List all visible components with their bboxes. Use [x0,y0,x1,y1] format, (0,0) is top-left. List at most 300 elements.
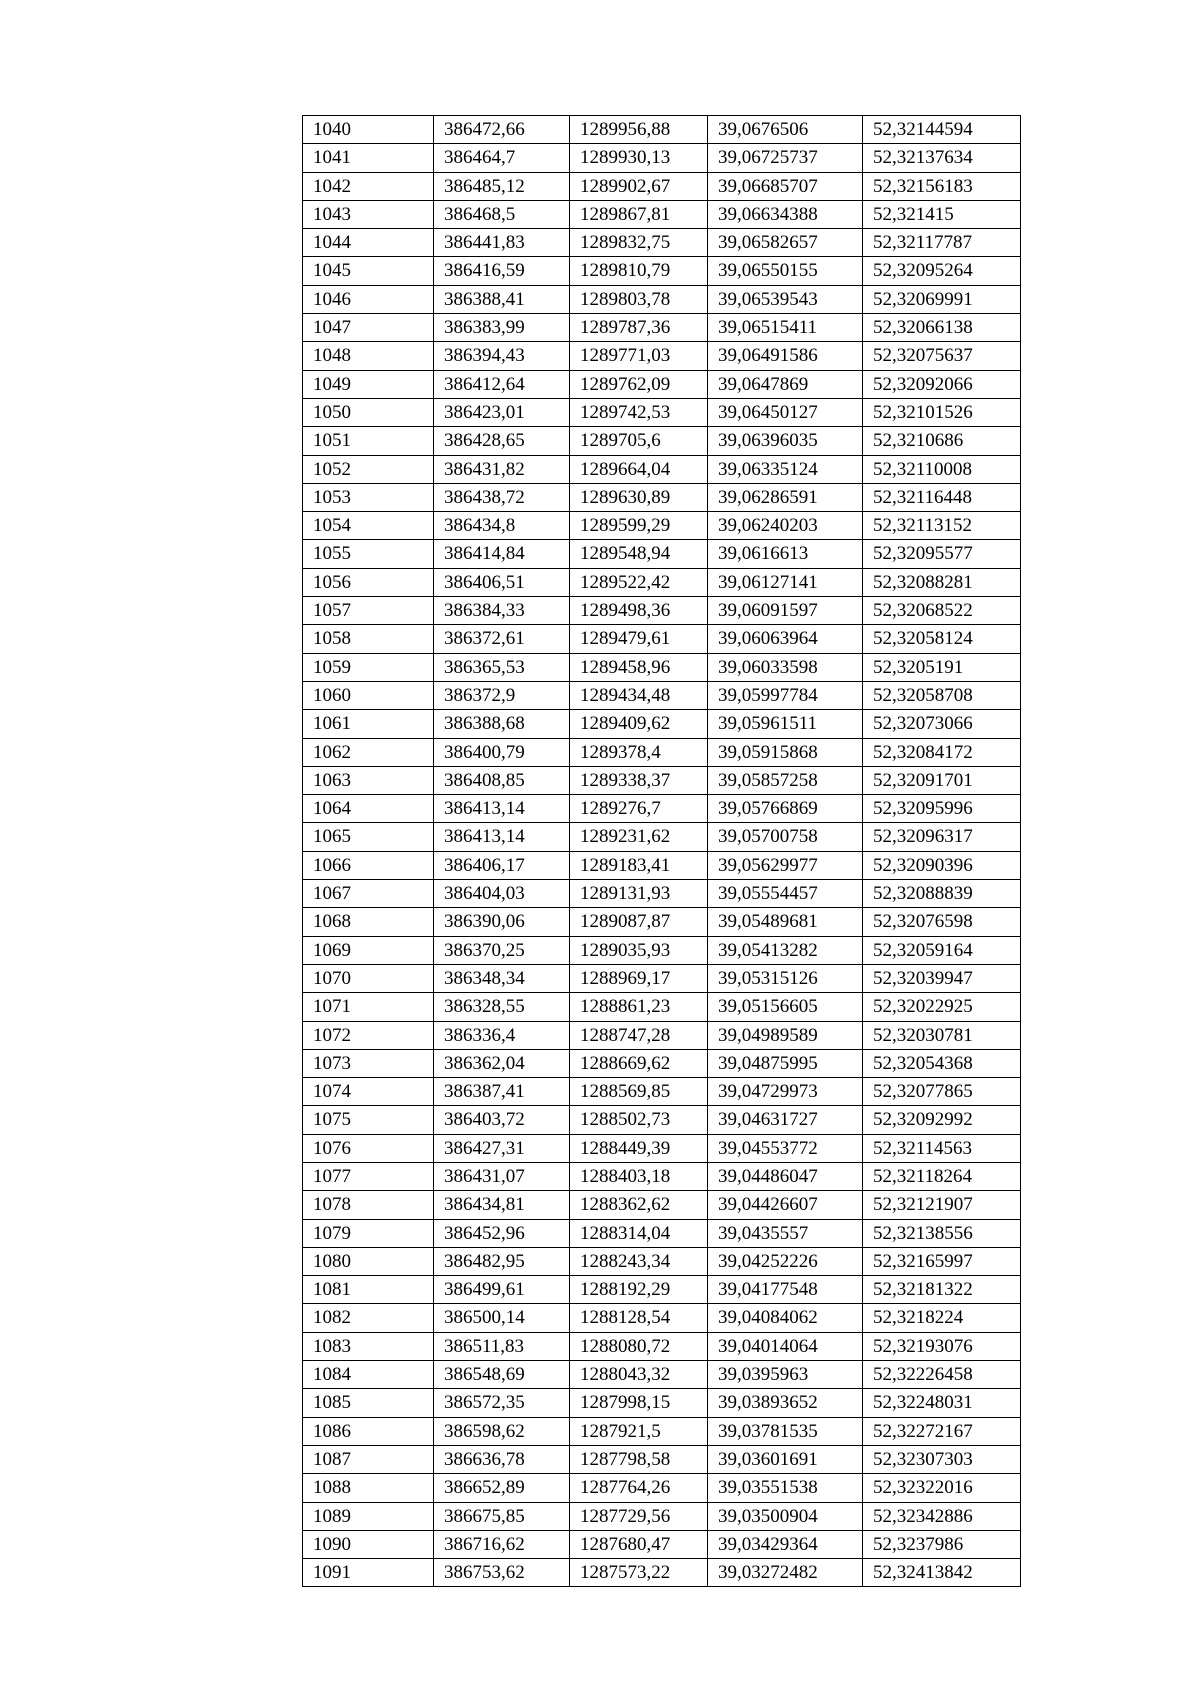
latitude-cell: 52,32307303 [863,1445,1021,1473]
coord-x-cell: 386387,41 [434,1078,570,1106]
table-row [303,172,1021,200]
longitude-cell: 39,06539543 [708,285,863,313]
longitude-cell: 39,04084062 [708,1304,863,1332]
coord-x-cell: 386675,85 [434,1502,570,1530]
point-number-cell: 1070 [303,964,434,992]
table-row [303,1219,1021,1247]
point-number-cell: 1063 [303,766,434,794]
coord-y-cell: 1289434,48 [570,681,708,709]
table-row [303,455,1021,483]
point-number-cell: 1079 [303,1219,434,1247]
coord-y-cell: 1289771,03 [570,342,708,370]
point-number-cell: 1069 [303,936,434,964]
point-number-cell: 1088 [303,1474,434,1502]
table-row [303,851,1021,879]
latitude-cell: 52,32088281 [863,568,1021,596]
coord-x-cell: 386472,66 [434,116,570,144]
latitude-cell: 52,32091701 [863,766,1021,794]
longitude-cell: 39,05961511 [708,710,863,738]
coord-x-cell: 386434,8 [434,512,570,540]
coord-x-cell: 386403,72 [434,1106,570,1134]
coordinates-table-body [303,116,1021,1587]
point-number-cell: 1046 [303,285,434,313]
longitude-cell: 39,0616613 [708,540,863,568]
coord-y-cell: 1288569,85 [570,1078,708,1106]
coord-y-cell: 1289956,88 [570,116,708,144]
latitude-cell: 52,32066138 [863,314,1021,342]
coord-x-cell: 386404,03 [434,880,570,908]
latitude-cell: 52,32117787 [863,229,1021,257]
table-row [303,1049,1021,1077]
table-row [303,540,1021,568]
longitude-cell: 39,05857258 [708,766,863,794]
latitude-cell: 52,32413842 [863,1559,1021,1587]
point-number-cell: 1044 [303,229,434,257]
point-number-cell: 1074 [303,1078,434,1106]
coord-x-cell: 386348,34 [434,964,570,992]
table-row [303,427,1021,455]
coord-y-cell: 1289458,96 [570,653,708,681]
longitude-cell: 39,04553772 [708,1134,863,1162]
coord-y-cell: 1289548,94 [570,540,708,568]
coord-x-cell: 386598,62 [434,1417,570,1445]
point-number-cell: 1082 [303,1304,434,1332]
coord-x-cell: 386388,41 [434,285,570,313]
point-number-cell: 1085 [303,1389,434,1417]
longitude-cell: 39,05700758 [708,823,863,851]
table-row [303,1530,1021,1558]
longitude-cell: 39,0647869 [708,370,863,398]
table-row [303,710,1021,738]
latitude-cell: 52,32068522 [863,597,1021,625]
point-number-cell: 1053 [303,483,434,511]
point-number-cell: 1067 [303,880,434,908]
coord-x-cell: 386485,12 [434,172,570,200]
latitude-cell: 52,32092066 [863,370,1021,398]
table-row [303,1389,1021,1417]
coord-x-cell: 386412,64 [434,370,570,398]
table-row [303,200,1021,228]
table-row [303,1247,1021,1275]
latitude-cell: 52,321415 [863,200,1021,228]
longitude-cell: 39,06063964 [708,625,863,653]
longitude-cell: 39,03893652 [708,1389,863,1417]
coord-y-cell: 1289832,75 [570,229,708,257]
coord-x-cell: 386652,89 [434,1474,570,1502]
longitude-cell: 39,06335124 [708,455,863,483]
coord-x-cell: 386427,31 [434,1134,570,1162]
longitude-cell: 39,04486047 [708,1162,863,1190]
table-row [303,1134,1021,1162]
longitude-cell: 39,05413282 [708,936,863,964]
table-row [303,568,1021,596]
latitude-cell: 52,32095264 [863,257,1021,285]
longitude-cell: 39,05915868 [708,738,863,766]
point-number-cell: 1083 [303,1332,434,1360]
longitude-cell: 39,04989589 [708,1021,863,1049]
coord-y-cell: 1289810,79 [570,257,708,285]
point-number-cell: 1062 [303,738,434,766]
longitude-cell: 39,06685707 [708,172,863,200]
coord-y-cell: 1289787,36 [570,314,708,342]
table-row [303,993,1021,1021]
coord-y-cell: 1288192,29 [570,1276,708,1304]
coord-x-cell: 386452,96 [434,1219,570,1247]
coord-y-cell: 1288502,73 [570,1106,708,1134]
latitude-cell: 52,32090396 [863,851,1021,879]
point-number-cell: 1071 [303,993,434,1021]
point-number-cell: 1060 [303,681,434,709]
coord-x-cell: 386372,61 [434,625,570,653]
table-row [303,795,1021,823]
point-number-cell: 1078 [303,1191,434,1219]
longitude-cell: 39,04875995 [708,1049,863,1077]
point-number-cell: 1059 [303,653,434,681]
point-number-cell: 1065 [303,823,434,851]
latitude-cell: 52,32054368 [863,1049,1021,1077]
point-number-cell: 1072 [303,1021,434,1049]
latitude-cell: 52,32096317 [863,823,1021,851]
longitude-cell: 39,06550155 [708,257,863,285]
coord-y-cell: 1289867,81 [570,200,708,228]
table-row [303,257,1021,285]
latitude-cell: 52,32226458 [863,1361,1021,1389]
coord-y-cell: 1289378,4 [570,738,708,766]
coord-x-cell: 386362,04 [434,1049,570,1077]
coord-y-cell: 1287680,47 [570,1530,708,1558]
latitude-cell: 52,32121907 [863,1191,1021,1219]
longitude-cell: 39,03781535 [708,1417,863,1445]
table-row [303,625,1021,653]
latitude-cell: 52,32248031 [863,1389,1021,1417]
table-row [303,1021,1021,1049]
latitude-cell: 52,32069991 [863,285,1021,313]
point-number-cell: 1081 [303,1276,434,1304]
point-number-cell: 1066 [303,851,434,879]
coord-x-cell: 386365,53 [434,653,570,681]
table-row [303,1361,1021,1389]
table-row [303,1304,1021,1332]
table-row [303,1078,1021,1106]
coord-y-cell: 1287573,22 [570,1559,708,1587]
latitude-cell: 52,32088839 [863,880,1021,908]
longitude-cell: 39,03429364 [708,1530,863,1558]
coord-y-cell: 1288969,17 [570,964,708,992]
coord-x-cell: 386434,81 [434,1191,570,1219]
coord-y-cell: 1289803,78 [570,285,708,313]
point-number-cell: 1041 [303,144,434,172]
coord-y-cell: 1288669,62 [570,1049,708,1077]
table-row [303,144,1021,172]
coord-x-cell: 386406,17 [434,851,570,879]
longitude-cell: 39,0676506 [708,116,863,144]
table-row [303,398,1021,426]
coord-y-cell: 1288080,72 [570,1332,708,1360]
coord-y-cell: 1289231,62 [570,823,708,851]
longitude-cell: 39,04631727 [708,1106,863,1134]
point-number-cell: 1091 [303,1559,434,1587]
coord-y-cell: 1288362,62 [570,1191,708,1219]
table-row [303,285,1021,313]
latitude-cell: 52,32118264 [863,1162,1021,1190]
coord-y-cell: 1289498,36 [570,597,708,625]
point-number-cell: 1090 [303,1530,434,1558]
table-row [303,1445,1021,1473]
latitude-cell: 52,32137634 [863,144,1021,172]
point-number-cell: 1049 [303,370,434,398]
point-number-cell: 1084 [303,1361,434,1389]
coord-x-cell: 386511,83 [434,1332,570,1360]
latitude-cell: 52,32095996 [863,795,1021,823]
longitude-cell: 39,05629977 [708,851,863,879]
coord-y-cell: 1288403,18 [570,1162,708,1190]
coord-x-cell: 386572,35 [434,1389,570,1417]
latitude-cell: 52,32156183 [863,172,1021,200]
table-row [303,512,1021,540]
longitude-cell: 39,0395963 [708,1361,863,1389]
coord-y-cell: 1289762,09 [570,370,708,398]
coord-x-cell: 386400,79 [434,738,570,766]
longitude-cell: 39,06240203 [708,512,863,540]
coord-y-cell: 1289630,89 [570,483,708,511]
point-number-cell: 1045 [303,257,434,285]
latitude-cell: 52,32144594 [863,116,1021,144]
point-number-cell: 1075 [303,1106,434,1134]
latitude-cell: 52,32138556 [863,1219,1021,1247]
latitude-cell: 52,32058708 [863,681,1021,709]
coord-y-cell: 1289338,37 [570,766,708,794]
coord-x-cell: 386406,51 [434,568,570,596]
coord-x-cell: 386414,84 [434,540,570,568]
longitude-cell: 39,05156605 [708,993,863,1021]
latitude-cell: 52,32084172 [863,738,1021,766]
point-number-cell: 1057 [303,597,434,625]
coord-y-cell: 1289183,41 [570,851,708,879]
longitude-cell: 39,06286591 [708,483,863,511]
table-row [303,1191,1021,1219]
table-row [303,1474,1021,1502]
latitude-cell: 52,32059164 [863,936,1021,964]
point-number-cell: 1052 [303,455,434,483]
point-number-cell: 1042 [303,172,434,200]
longitude-cell: 39,06091597 [708,597,863,625]
point-number-cell: 1061 [303,710,434,738]
table-row [303,766,1021,794]
coord-x-cell: 386413,14 [434,795,570,823]
coord-y-cell: 1289705,6 [570,427,708,455]
point-number-cell: 1089 [303,1502,434,1530]
coord-y-cell: 1289409,62 [570,710,708,738]
longitude-cell: 39,05554457 [708,880,863,908]
point-number-cell: 1050 [303,398,434,426]
latitude-cell: 52,32272167 [863,1417,1021,1445]
table-row [303,1559,1021,1587]
coord-x-cell: 386753,62 [434,1559,570,1587]
coord-y-cell: 1287798,58 [570,1445,708,1473]
table-row [303,823,1021,851]
table-row [303,1106,1021,1134]
coord-x-cell: 386336,4 [434,1021,570,1049]
longitude-cell: 39,06515411 [708,314,863,342]
longitude-cell: 39,03272482 [708,1559,863,1587]
table-row [303,370,1021,398]
coord-y-cell: 1287998,15 [570,1389,708,1417]
coord-y-cell: 1288128,54 [570,1304,708,1332]
coord-y-cell: 1289087,87 [570,908,708,936]
coordinates-table [302,115,1021,1587]
longitude-cell: 39,06582657 [708,229,863,257]
coord-x-cell: 386500,14 [434,1304,570,1332]
coord-y-cell: 1289902,67 [570,172,708,200]
point-number-cell: 1047 [303,314,434,342]
coord-y-cell: 1289276,7 [570,795,708,823]
latitude-cell: 52,32114563 [863,1134,1021,1162]
coord-y-cell: 1288449,39 [570,1134,708,1162]
table-row [303,1332,1021,1360]
coord-x-cell: 386413,14 [434,823,570,851]
point-number-cell: 1073 [303,1049,434,1077]
table-row [303,483,1021,511]
longitude-cell: 39,06725737 [708,144,863,172]
table-row [303,681,1021,709]
longitude-cell: 39,03500904 [708,1502,863,1530]
table-row [303,342,1021,370]
point-number-cell: 1043 [303,200,434,228]
longitude-cell: 39,05766869 [708,795,863,823]
latitude-cell: 52,32022925 [863,993,1021,1021]
coord-x-cell: 386482,95 [434,1247,570,1275]
coord-x-cell: 386388,68 [434,710,570,738]
latitude-cell: 52,32116448 [863,483,1021,511]
point-number-cell: 1054 [303,512,434,540]
longitude-cell: 39,06450127 [708,398,863,426]
coord-x-cell: 386464,7 [434,144,570,172]
latitude-cell: 52,32193076 [863,1332,1021,1360]
point-number-cell: 1086 [303,1417,434,1445]
point-number-cell: 1048 [303,342,434,370]
table-row [303,229,1021,257]
table-row [303,597,1021,625]
longitude-cell: 39,06127141 [708,568,863,596]
table-row [303,116,1021,144]
latitude-cell: 52,32110008 [863,455,1021,483]
longitude-cell: 39,03601691 [708,1445,863,1473]
point-number-cell: 1068 [303,908,434,936]
coord-y-cell: 1288314,04 [570,1219,708,1247]
coord-y-cell: 1288861,23 [570,993,708,1021]
point-number-cell: 1076 [303,1134,434,1162]
coord-y-cell: 1288747,28 [570,1021,708,1049]
latitude-cell: 52,32342886 [863,1502,1021,1530]
coord-x-cell: 386548,69 [434,1361,570,1389]
coord-x-cell: 386438,72 [434,483,570,511]
longitude-cell: 39,05997784 [708,681,863,709]
longitude-cell: 39,0435557 [708,1219,863,1247]
latitude-cell: 52,32095577 [863,540,1021,568]
coord-y-cell: 1289522,42 [570,568,708,596]
table-row [303,1502,1021,1530]
coord-y-cell: 1287729,56 [570,1502,708,1530]
coord-x-cell: 386416,59 [434,257,570,285]
latitude-cell: 52,32058124 [863,625,1021,653]
latitude-cell: 52,32073066 [863,710,1021,738]
latitude-cell: 52,32181322 [863,1276,1021,1304]
longitude-cell: 39,04177548 [708,1276,863,1304]
latitude-cell: 52,32077865 [863,1078,1021,1106]
longitude-cell: 39,03551538 [708,1474,863,1502]
coord-y-cell: 1288243,34 [570,1247,708,1275]
longitude-cell: 39,05315126 [708,964,863,992]
coord-x-cell: 386499,61 [434,1276,570,1304]
coord-y-cell: 1289664,04 [570,455,708,483]
coord-x-cell: 386468,5 [434,200,570,228]
coord-x-cell: 386384,33 [434,597,570,625]
point-number-cell: 1064 [303,795,434,823]
coord-x-cell: 386328,55 [434,993,570,1021]
table-row [303,1276,1021,1304]
coord-x-cell: 386441,83 [434,229,570,257]
latitude-cell: 52,32076598 [863,908,1021,936]
coord-x-cell: 386390,06 [434,908,570,936]
coord-y-cell: 1289599,29 [570,512,708,540]
latitude-cell: 52,3218224 [863,1304,1021,1332]
longitude-cell: 39,05489681 [708,908,863,936]
coord-y-cell: 1287764,26 [570,1474,708,1502]
longitude-cell: 39,04729973 [708,1078,863,1106]
latitude-cell: 52,32030781 [863,1021,1021,1049]
latitude-cell: 52,32101526 [863,398,1021,426]
latitude-cell: 52,32039947 [863,964,1021,992]
point-number-cell: 1056 [303,568,434,596]
coord-x-cell: 386394,43 [434,342,570,370]
longitude-cell: 39,04426607 [708,1191,863,1219]
coord-x-cell: 386370,25 [434,936,570,964]
longitude-cell: 39,04252226 [708,1247,863,1275]
coord-x-cell: 386372,9 [434,681,570,709]
latitude-cell: 52,32092992 [863,1106,1021,1134]
latitude-cell: 52,3237986 [863,1530,1021,1558]
coord-x-cell: 386428,65 [434,427,570,455]
table-row [303,1162,1021,1190]
coord-y-cell: 1289131,93 [570,880,708,908]
point-number-cell: 1055 [303,540,434,568]
point-number-cell: 1087 [303,1445,434,1473]
table-row [303,908,1021,936]
table-row [303,653,1021,681]
longitude-cell: 39,04014064 [708,1332,863,1360]
table-row [303,738,1021,766]
latitude-cell: 52,32322016 [863,1474,1021,1502]
point-number-cell: 1058 [303,625,434,653]
table-row [303,880,1021,908]
coord-x-cell: 386431,07 [434,1162,570,1190]
latitude-cell: 52,32165997 [863,1247,1021,1275]
latitude-cell: 52,32113152 [863,512,1021,540]
coord-y-cell: 1289479,61 [570,625,708,653]
latitude-cell: 52,3210686 [863,427,1021,455]
point-number-cell: 1077 [303,1162,434,1190]
coord-x-cell: 386423,01 [434,398,570,426]
point-number-cell: 1040 [303,116,434,144]
longitude-cell: 39,06033598 [708,653,863,681]
coord-x-cell: 386383,99 [434,314,570,342]
point-number-cell: 1051 [303,427,434,455]
table-row [303,1417,1021,1445]
latitude-cell: 52,32075637 [863,342,1021,370]
coord-x-cell: 386431,82 [434,455,570,483]
latitude-cell: 52,3205191 [863,653,1021,681]
coord-x-cell: 386408,85 [434,766,570,794]
